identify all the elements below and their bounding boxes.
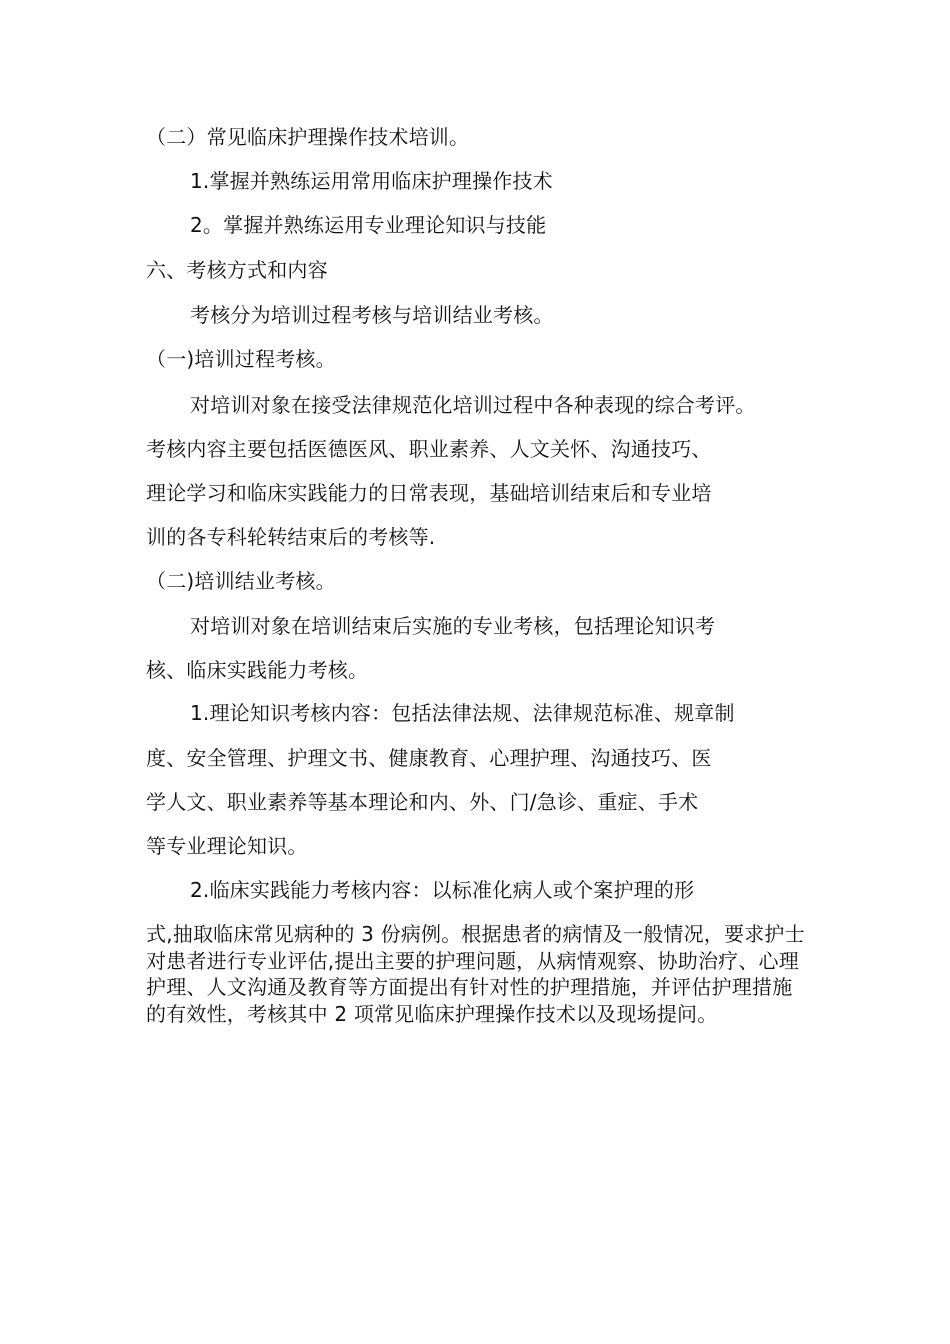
list-item-2: 2。掌握并熟练运用专业理论知识与技能: [190, 213, 547, 237]
paragraph-line: 2.临床实践能力考核内容：以标准化病人或个案护理的形: [190, 878, 695, 902]
subheading-process-assessment: （一)培训过程考核。: [146, 347, 336, 371]
paragraph-line: 学人文、职业素养等基本理论和内、外、门/急诊、重症、手术: [146, 790, 699, 814]
list-item-1: 1.掌握并熟练运用常用临床护理操作技术: [190, 169, 553, 193]
final-paragraph: 式,抽取临床常见病种的 3 份病例。根据患者的病情及一般情况，要求护士对患者进行专业评估,提出主要的护理问题，从病情观察、协助治疗、心理护理、人文沟通及教育等方面提出有针对性的护理措施，并评估护理措施的有效性，考核其中 2 项常见临床护理操作技术以及现场提问。: [146, 922, 805, 1026]
paragraph-line: 1.理论知识考核内容：包括法律法规、法律规范标准、规章制: [190, 701, 735, 725]
paragraph-line: 理论学习和临床实践能力的日常表现，基础培训结束后和专业培: [146, 481, 712, 505]
paragraph-line: 考核内容主要包括医德医风、职业素养、人文关怀、沟通技巧、: [146, 437, 712, 461]
paragraph-line: 训的各专科轮转结束后的考核等.: [146, 525, 436, 549]
paragraph-line: 度、安全管理、护理文书、健康教育、心理护理、沟通技巧、医: [146, 746, 712, 770]
paragraph-line: 等专业理论知识。: [146, 834, 308, 858]
section-heading-common-techniques: （二）常见临床护理操作技术培训。: [146, 125, 470, 149]
paragraph-line: 核、临床实践能力考核。: [146, 658, 369, 682]
assessment-intro: 考核分为培训过程考核与培训结业考核。: [190, 303, 554, 327]
paragraph-line: 对培训对象在接受法律规范化培训过程中各种表现的综合考评。: [190, 393, 756, 417]
paragraph-line: 对培训对象在培训结束后实施的专业考核，包括理论知识考: [190, 614, 716, 638]
section-heading-assessment: 六、考核方式和内容: [146, 258, 328, 282]
subheading-final-assessment: （二)培训结业考核。: [146, 569, 336, 593]
